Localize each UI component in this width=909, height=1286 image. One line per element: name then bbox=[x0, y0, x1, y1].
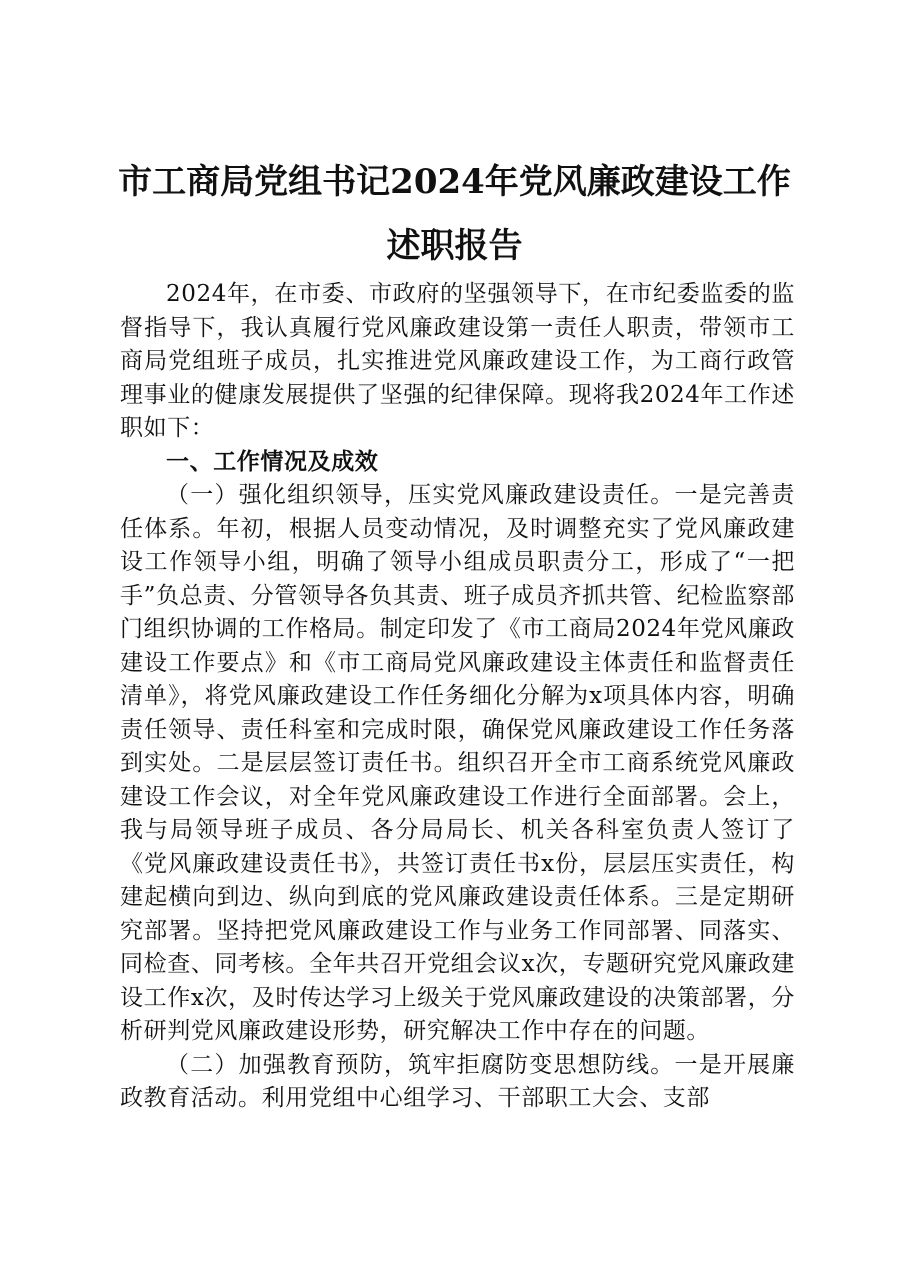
body-paragraph: （一）强化组织领导，压实党风廉政建设责任。一是完善责任体系。年初，根据人员变动情况，及时调整充实了党风廉政建设工作领导小组，明确了领导小组成员职责分工，形成了“一把手”负总责、分管领导各负其责、班子成员齐抓共管、纪检监察部门组织协调的工作格局。制定印发了《市工商局2024年党风廉政建设工作要点》和《市工商局党风廉政建设主体责任和监督责任清单》，将党风廉政建设工作任务细化分解为x项具体内容，明确责任领导、责任科室和完成时限，确保党风廉政建设工作任务落到实处。二是层层签订责任书。组织召开全市工商系统党风廉政建设工作会议，对全年党风廉政建设工作进行全面部署。会上，我与局领导班子成员、各分局局长、机关各科室负责人签订了《党风廉政建设责任书》，共签订责任书x份，层层压实责任，构建起横向到边、纵向到底的党风廉政建设责任体系。三是定期研究部署。坚持把党风廉政建设工作与业务工作同部署、同落实、同检查、同考核。全年共召开党组会议x次，专题研究党风廉政建设工作x次，及时传达学习上级关于党风廉政建设的决策部署，分析研判党风廉政建设形势，研究解决工作中存在的问题。 bbox=[120, 482, 795, 1044]
intro-paragraph: 2024年，在市委、市政府的坚强领导下，在市纪委监委的监督指导下，我认真履行党风廉政建设第一责任人职责，带领市工商局党组班子成员，扎实推进党风廉政建设工作，为工商行政管理事业的健康发展提供了坚强的纪律保障。现将我2024年工作述职如下： bbox=[120, 281, 795, 441]
body-paragraph: （二）加强教育预防，筑牢拒腐防变思想防线。一是开展廉政教育活动。利用党组中心组学习、干部职工大会、支部 bbox=[120, 1051, 795, 1111]
document-title-line-2: 述职报告 bbox=[386, 226, 523, 266]
section-heading: 一、工作情况及成效 bbox=[166, 448, 379, 475]
document-body bbox=[120, 278, 795, 1116]
document-title-line-1: 市工商局党组书记2024年党风廉政建设工作 bbox=[118, 162, 791, 202]
